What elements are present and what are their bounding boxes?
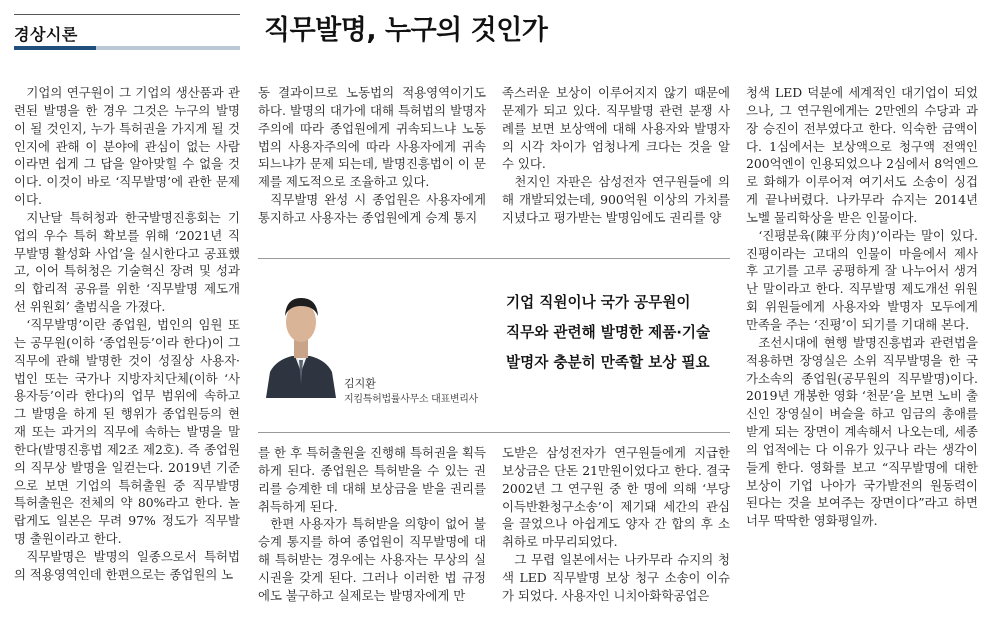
paragraph: ‘직무발명’이란 종업원, 법인의 임원 또는 공무원(이하 ‘종업원등’이라 한다)이 그 직무에 관해 발명한 것이 성질상 사용자·법인 또는 국가나 지방자치단체(이하 ‘사용자등’이라 한다)의 업무 범위에 속하고 그 발명을 하게 된 행위가 종업원등의 현재 또는 과거의 직무에 속하는 발명을 말한다(발명진흥법 제2조 제2호). 즉 종업원의 직무상 발명을 일컫는다. 2019년 기준으로 보면 기업의 특허출원 중 직무발명 특허출원은 전체의 약 80%라고 한다. 놀랍게도 일본은 무려 97% 정도가 직무발명 출원이라고 한다. — [14, 316, 240, 547]
author-photo — [262, 272, 340, 398]
paragraph: 천지인 자판은 삼성전자 연구원들에 의해 개발되었는데, 900억원 이상의 가치를 지녔다고 평가받는 발명임에도 권리를 양 — [502, 174, 730, 225]
body-column-3-bottom — [502, 444, 730, 618]
body-column-2-bottom — [258, 444, 486, 618]
paragraph: 그 무렵 일본에서는 나카무라 슈지의 청색 LED 직무발명 보상 청구 소송이 이슈가 되었다. 사용자인 니치아화학공업은 — [502, 552, 730, 603]
body-column-2-top — [258, 84, 486, 244]
pull-quote-line: 직무와 관련해 발명한 제품·기술 — [506, 324, 711, 341]
paragraph: 직무발명은 발명의 일종으로서 특허법의 적용영역인데 한편으로는 종업원의 노 — [14, 548, 240, 582]
pullquote-bottom-rule — [258, 432, 730, 433]
paragraph: 동 결과이므로 노동법의 적용영역이기도 하다. 발명의 대가에 대해 특허법의 발명자주의에 따라 종업원에게 귀속되느냐 노동법의 사용자주의에 따라 사용자에게 귀속되느냐가 문제 되는데, 발명진흥법이 이 문제를 제도적으로 조율하고 있다. — [258, 85, 486, 190]
paragraph: 조선시대에 현행 발명진흥법과 관련법을 적용하면 장영실은 소위 직무발명을 한 국가소속의 종업원(공무원의 직무발명)이다. 2019년 개봉한 영화 ‘천문’을 보면 노비 출신인 장영실이 벼슬을 하고 임금의 총애를 받게 되는 장면이 계속해서 나오는데, 세종의 업적에는 다 이유가 있구나 라는 생각이 들게 한다. 영화를 보고 “직무발명에 대한 보상이 기업 나아가 국가발전의 원동력이 된다는 것을 보여주는 장면이다”라고 하면 너무 딱딱한 영화평일까. — [746, 334, 978, 529]
paragraph: 도받은 삼성전자가 연구원들에게 지급한 보상금은 단돈 21만원이었다고 한다. 결국 2002년 그 연구원 중 한 명에 의해 ‘부당이득반환청구소송’이 제기돼 세간의 관심을 끌었으나 아쉽게도 양자 간 합의 후 소취하로 마무리되었다. — [502, 445, 730, 550]
section-label: 경상시론 — [14, 25, 78, 44]
pull-quote-line: 발명자 충분히 만족할 보상 필요 — [506, 354, 710, 371]
paragraph: 직무발명 완성 시 종업원은 사용자에게 통지하고 사용자는 종업원에게 승계 통지 — [258, 192, 486, 225]
paragraph: ‘진평분육(陳平分肉)’이라는 말이 있다. 진평이라는 고대의 인물이 마을에서 제사 후 고기를 고루 공평하게 잘 나누어서 생겨난 말이라고 한다. 직무발명 제도개선 위원회 위원들에게 사용자와 발명자 모두에게 만족을 주는 ‘진평’이 되기를 기대해 본다. — [746, 227, 978, 332]
author-name: 김지환 — [344, 377, 376, 390]
section-underline-accent — [14, 46, 96, 50]
author-title: 지킴특허법률사무소 대표변리사 — [344, 394, 478, 405]
paragraph: 족스러운 보상이 이루어지지 않기 때문에 문제가 되고 있다. 직무발명 관련 분쟁 사례를 보면 보상액에 대해 사용자와 발명자의 시각 차이가 엄청나게 크다는 것을 알 수 있다. — [502, 85, 730, 172]
paragraph: 지난달 특허청과 한국발명진흥회는 기업의 우수 특허 확보를 위해 ‘2021년 직무발명 활성화 사업’을 실시한다고 공표했고, 이어 특허청은 기술혁신 장려 및 성과의 합리적 공유를 위한 ‘직무발명 제도개선 위원회’ 출범식을 가졌다. — [14, 209, 240, 315]
body-column-1 — [14, 84, 240, 618]
pullquote-top-rule — [258, 258, 730, 259]
paragraph: 를 한 후 특허출원을 진행해 특허권을 획득하게 된다. 종업원은 특허받을 수 있는 권리를 승계한 데 대해 보상금을 받을 권리를 취득하게 된다. — [258, 445, 486, 514]
headline: 직무발명, 누구의 것인가 — [264, 15, 548, 46]
section-top-rule — [14, 14, 240, 15]
pull-quote-line: 기업 직원이나 국가 공무원이 — [506, 294, 691, 311]
body-column-3-top — [502, 84, 730, 244]
paragraph: 기업의 연구원이 그 기업의 생산품과 관련된 발명을 한 경우 그것은 누구의 발명이 될 것인지, 누가 특허권을 가지게 될 것인지에 관해 이 분야에 관심이 없는 사람이라면 쉽게 그 답을 알아맞힐 수 없을 것이다. 이것이 바로 ‘직무발명’에 관한 문제이다. — [14, 85, 240, 208]
body-column-4 — [746, 84, 978, 618]
paragraph: 청색 LED 덕분에 세계적인 대기업이 되었으나, 그 연구원에게는 2만엔의 수당과 과장 승진이 전부였다고 한다. 익숙한 금액이다. 1심에서는 보상액으로 청구액 전액인 200억엔이 인용되었으나 2심에서 8억엔으로 화해가 이루어져 여기서도 소송이 싱겁게 끝나버렸다. 나카무라 슈지는 2014년 노벨 물리학상을 받은 인물이다. — [746, 85, 978, 225]
pull-quote — [506, 288, 742, 378]
paragraph: 한편 사용자가 특허받을 의향이 없어 불승계 통지를 하여 종업원이 직무발명에 대해 특허받는 경우에는 사용자는 무상의 실시권을 갖게 된다. 그러나 이러한 법 규정에도 불구하고 실제로는 발명자에게 만 — [258, 516, 486, 603]
